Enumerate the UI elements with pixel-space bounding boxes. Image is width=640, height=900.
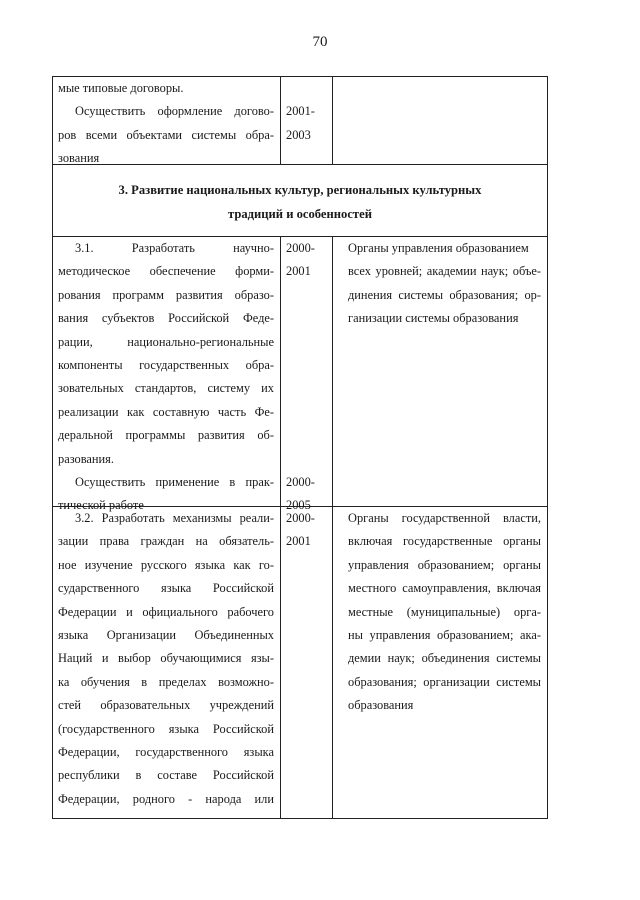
action-line: стей образовательных учреждений	[58, 698, 274, 713]
action-line: (государственного языка Российской	[58, 721, 274, 736]
executors-cell	[333, 507, 547, 818]
action-cell	[53, 507, 281, 818]
period-line: 2000-	[286, 474, 315, 489]
action-line: зовательных стандартов, систему их	[58, 381, 274, 396]
action-cell	[53, 237, 281, 513]
action-line: сударственного языка Российской	[58, 581, 274, 596]
action-line: рации, национально-региональные	[58, 334, 274, 349]
section-title	[53, 179, 547, 201]
action-line: Федерации, государственного языка	[58, 744, 274, 759]
page-number: 70	[312, 34, 328, 50]
executors-line: демии наук; объединения системы	[348, 651, 541, 666]
action-line: 3.2. Разработать механизмы реали-	[75, 511, 274, 525]
action-line: республики в составе Российской	[58, 768, 274, 783]
period-line: 2005	[286, 498, 311, 513]
executors-line: Органы государственной власти,	[348, 511, 541, 525]
period-line: 2001-	[286, 104, 315, 119]
action-line: тической работе	[58, 498, 144, 513]
section-header-row	[53, 165, 547, 237]
period-cell	[281, 237, 333, 513]
section-title-line1: 3. Развитие национальных культур, региональных культурных	[118, 183, 482, 197]
action-line: Осуществить применение в прак-	[75, 474, 274, 489]
action-line: 3.1. Разработать научно-	[75, 241, 274, 255]
section-title	[53, 203, 547, 225]
period-line: 2003	[286, 127, 311, 142]
action-line: разования.	[58, 451, 114, 466]
action-line: ное изучение русского языка как го-	[58, 557, 274, 572]
action-line: Федерации, родного - народа или	[58, 791, 274, 806]
executors-line: местные (муниципальные) орга-	[348, 604, 541, 619]
executors-cell	[333, 237, 547, 506]
action-line: языка Организации Объединенных	[58, 627, 274, 642]
table-row	[53, 237, 547, 513]
action-line: методическое обеспечение форми-	[58, 264, 274, 279]
action-line: вания субъектов Российской Феде-	[58, 311, 274, 326]
executors-line: ганизации системы образования	[348, 311, 519, 326]
action-line: компоненты государственных обра-	[58, 357, 274, 372]
action-line: мые типовые договоры.	[58, 81, 184, 95]
executors-line: местного самоуправления, включая	[348, 581, 541, 596]
executors-line: ны управления образованием; ака-	[348, 627, 541, 642]
period-line: 2001	[286, 534, 311, 549]
plan-table	[52, 76, 548, 819]
action-line: деральной программы развития об-	[58, 428, 274, 443]
table-row	[53, 77, 547, 165]
period-cell	[281, 507, 333, 818]
executors-line: образования; организации системы	[348, 674, 541, 689]
action-line: зации права граждан на обязатель-	[58, 534, 274, 549]
period-line: 2000-	[286, 511, 315, 525]
action-line: Осуществить оформление догово-	[75, 104, 274, 119]
action-line: реализации как составную часть Фе-	[58, 404, 274, 419]
action-line: зования	[58, 151, 100, 166]
period-cell	[281, 77, 333, 164]
executors-line: всех уровней; академии наук; объе-	[348, 264, 541, 279]
action-line: ка обучения в пределах возможно-	[58, 674, 274, 689]
executors-line: управления образованием; органы	[348, 557, 541, 572]
executors-line: включая государственные органы	[348, 534, 541, 549]
action-cell	[53, 77, 281, 164]
table-row	[53, 507, 547, 818]
action-line: ров всеми объектами системы обра-	[58, 127, 274, 142]
period-line: 2001	[286, 264, 311, 279]
section-title-line2: традиций и особенностей	[228, 207, 372, 221]
period-line: 2000-	[286, 241, 315, 255]
action-line: Федерации и официального рабочего	[58, 604, 274, 619]
action-line: рования программ развития образо-	[58, 287, 274, 302]
executors-line: Органы управления образованием	[348, 241, 529, 255]
action-line: Наций и выбор обучающимися язы-	[58, 651, 274, 666]
executors-cell	[333, 77, 547, 164]
executors-line: динения системы образования; ор-	[348, 287, 541, 302]
executors-line: образования	[348, 698, 414, 713]
